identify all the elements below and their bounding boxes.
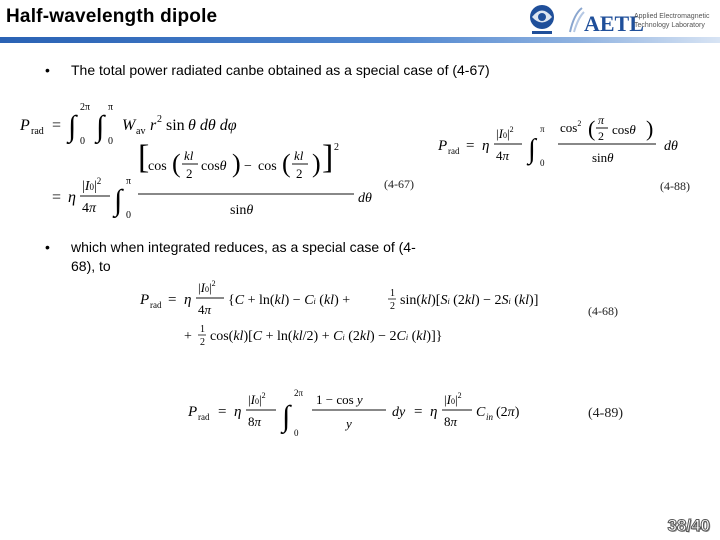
- svg-text:in: in: [486, 412, 494, 422]
- svg-text:4π: 4π: [496, 148, 510, 163]
- svg-text:∫: ∫: [114, 184, 123, 217]
- svg-text:1: 1: [200, 324, 205, 335]
- bullet-text: The total power radiated canbe obtained as a special case of (4-67): [71, 62, 490, 78]
- page-number: 38/40: [667, 516, 710, 535]
- svg-text:(: (: [588, 116, 596, 141]
- svg-text:P: P: [140, 292, 150, 308]
- svg-text:−: −: [244, 159, 252, 174]
- svg-text:η: η: [482, 138, 490, 154]
- svg-text:θ dθ dφ: θ dθ dφ: [188, 117, 237, 134]
- header-divider: [0, 37, 720, 43]
- svg-text:∫: ∫: [96, 110, 105, 143]
- svg-text:=: =: [414, 404, 423, 420]
- svg-text:2: 2: [334, 142, 339, 153]
- svg-text:P: P: [188, 404, 198, 420]
- equation-number-4-67: (4-67): [384, 177, 414, 191]
- svg-text:y: y: [346, 416, 352, 431]
- svg-text:): ): [312, 149, 321, 178]
- svg-text:1 − cos y: 1 − cos y: [316, 392, 363, 407]
- svg-text:η: η: [184, 292, 192, 308]
- svg-text:kl: kl: [184, 148, 194, 163]
- svg-text:[: [: [138, 139, 150, 176]
- svg-text:η: η: [68, 189, 76, 206]
- bullet-text-line2: 68), to: [71, 258, 111, 274]
- svg-text:rad: rad: [198, 412, 210, 422]
- svg-text:π: π: [598, 113, 605, 127]
- svg-text:2: 2: [296, 166, 303, 181]
- bullet-point-2: [45, 238, 505, 278]
- svg-text:∫: ∫: [282, 400, 291, 433]
- svg-text:sinθ: sinθ: [230, 203, 254, 218]
- svg-text:2: 2: [200, 337, 205, 348]
- svg-text:π: π: [540, 124, 545, 134]
- svg-text:0: 0: [108, 136, 113, 147]
- equation-4-68: [138, 276, 578, 348]
- aetl-subtitle-line1: Applied Electromagnetic: [634, 13, 710, 20]
- svg-text:|I0|2: $|I0|^2$: [496, 125, 514, 141]
- university-seal-logo: [522, 2, 562, 36]
- equation-number-4-68: (4-68): [588, 304, 618, 318]
- svg-text:η: η: [430, 404, 438, 420]
- svg-text:2: 2: [598, 129, 604, 143]
- svg-text:+: +: [184, 329, 192, 344]
- svg-text:cosθ: cosθ: [612, 122, 636, 137]
- svg-text:|I0|2: $|I0|^2$: [444, 391, 462, 407]
- svg-text:8π: 8π: [444, 414, 458, 429]
- svg-text:): ): [646, 116, 654, 141]
- svg-text:2: 2: [186, 166, 193, 181]
- svg-text:rad: rad: [31, 126, 44, 137]
- svg-text:π: π: [126, 176, 132, 187]
- svg-text:2π: 2π: [294, 388, 304, 398]
- svg-text:(2π): (2π): [496, 405, 520, 420]
- svg-text:rad: rad: [150, 300, 162, 310]
- svg-text:=: =: [52, 117, 62, 134]
- svg-text:0: 0: [80, 136, 85, 147]
- svg-text:0: 0: [126, 210, 131, 221]
- svg-text:0: 0: [540, 158, 545, 168]
- svg-text:8π: 8π: [248, 414, 262, 429]
- svg-text:): ): [232, 149, 241, 178]
- svg-text:cos2: $\cos^2$: [560, 119, 582, 135]
- aetl-logo: [568, 4, 718, 36]
- equation-number-4-89: (4-89): [588, 406, 623, 421]
- svg-text:P: P: [438, 138, 448, 154]
- svg-text:1: 1: [390, 288, 395, 299]
- svg-text:(: (: [282, 149, 291, 178]
- svg-text:∫: ∫: [528, 134, 536, 165]
- svg-text:av: av: [136, 126, 146, 137]
- svg-text:dθ: dθ: [664, 139, 678, 154]
- svg-text:cos: cos: [148, 159, 167, 174]
- svg-text:=: =: [466, 138, 475, 154]
- svg-text:(: (: [172, 149, 181, 178]
- svg-text:dy: dy: [392, 405, 406, 420]
- equation-4-67: [18, 98, 428, 224]
- svg-text:=: =: [168, 292, 177, 308]
- svg-text:|I0|2: $|I0|^2$: [198, 279, 216, 295]
- svg-text:W: W: [122, 117, 136, 134]
- svg-text:r: r: [150, 117, 157, 134]
- aetl-logo-text: AETL: [584, 11, 644, 36]
- slide-title: Half-wavelength dipole: [6, 6, 218, 27]
- bullet-dot: •: [45, 239, 50, 255]
- svg-text:4π: 4π: [198, 302, 212, 317]
- svg-text:π: π: [108, 102, 114, 113]
- svg-text:sin: sin: [166, 117, 185, 134]
- svg-text:|I0|2: $|I0|^2$: [248, 391, 266, 407]
- svg-text:C: C: [476, 405, 486, 420]
- aetl-subtitle-line2: Technology Laboratory: [634, 22, 705, 29]
- equation-4-89: [186, 380, 586, 442]
- svg-text:rad: rad: [448, 146, 460, 156]
- svg-text:sinθ: sinθ: [592, 150, 614, 165]
- svg-text:{C + ln(kl) − Ci (kl) +: {C + ln(kl) − Ci (kl) +: [228, 293, 351, 308]
- svg-text:]: ]: [322, 139, 334, 176]
- svg-text:2: 2: [157, 114, 162, 125]
- svg-text:η: η: [234, 404, 242, 420]
- bullet-text-line1: which when integrated reduces, as a special case of (4-: [71, 239, 416, 255]
- svg-text:4π: 4π: [82, 201, 97, 216]
- bullet-dot: •: [45, 62, 50, 78]
- svg-text:2π: 2π: [80, 102, 91, 113]
- svg-text:cos(kl)[C + ln(kl/2) + Ci (2kl: cos(kl)[C + ln(kl/2) + Ci (2kl) − 2Ci (kl)]}: [210, 329, 443, 344]
- svg-text:cos: cos: [258, 159, 277, 174]
- equation-number-4-88: (4-88): [660, 179, 690, 193]
- svg-text:P: P: [20, 117, 30, 134]
- svg-text:2: 2: [390, 301, 395, 312]
- svg-text:|I0|2: $|I0|^2$: [82, 176, 102, 194]
- svg-text:dθ: dθ: [358, 191, 372, 206]
- svg-text:cosθ: cosθ: [201, 159, 227, 174]
- svg-text:kl: kl: [294, 148, 304, 163]
- bullet-point-1: [45, 61, 705, 81]
- svg-text:0: 0: [294, 428, 299, 438]
- svg-text:=: =: [52, 189, 62, 206]
- equation-4-88: [436, 112, 686, 172]
- svg-text:=: =: [218, 404, 227, 420]
- svg-text:sin(kl)[Si (2kl) − 2Si (kl)]: sin(kl)[Si (2kl) − 2Si (kl)]: [400, 293, 539, 308]
- svg-text:∫: ∫: [68, 110, 77, 143]
